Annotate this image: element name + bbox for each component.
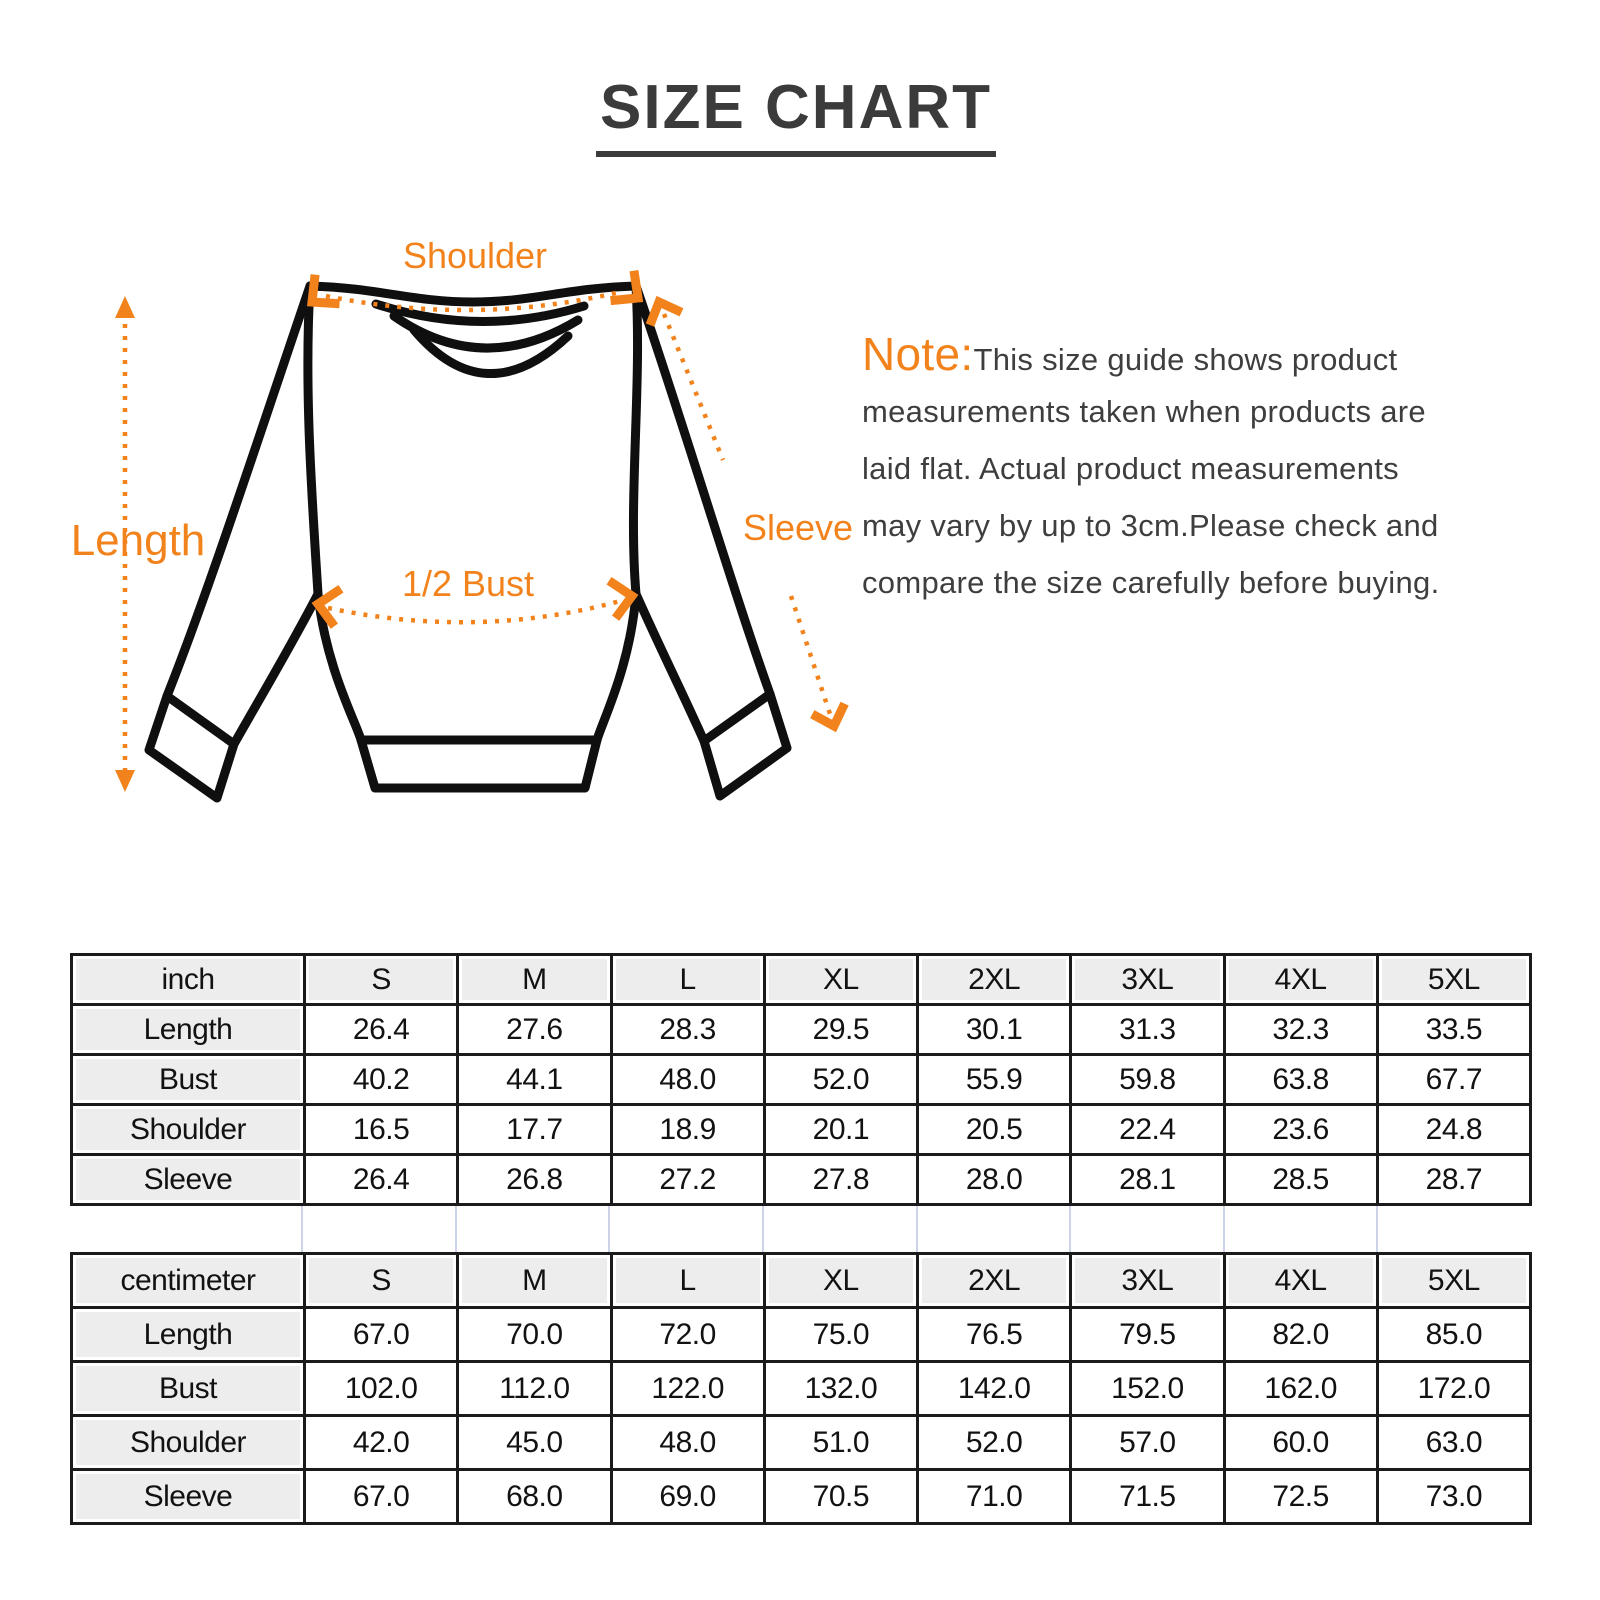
measurement-value-cell: 48.0 <box>611 1416 764 1470</box>
measurement-value-cell: 20.1 <box>764 1105 917 1155</box>
measurement-value-cell: 172.0 <box>1377 1362 1530 1416</box>
measurement-value-cell: 29.5 <box>764 1005 917 1055</box>
shoulder-label: Shoulder <box>402 235 548 276</box>
measurement-value-cell: 71.0 <box>918 1470 1071 1524</box>
measurement-value-cell: 132.0 <box>764 1362 917 1416</box>
measurement-label-cell: Bust <box>72 1362 305 1416</box>
measurement-label-cell: Length <box>72 1308 305 1362</box>
size-table-inch <box>70 953 1532 1206</box>
note-prefix: Note: <box>862 328 974 380</box>
measurement-value-cell: 85.0 <box>1377 1308 1530 1362</box>
measurement-value-cell: 76.5 <box>918 1308 1071 1362</box>
note-text: This size guide shows product <box>973 342 1398 377</box>
body-right-edge <box>597 286 638 740</box>
measurement-value-cell: 24.8 <box>1377 1105 1530 1155</box>
measurement-value-cell: 18.9 <box>611 1105 764 1155</box>
measurement-value-cell: 102.0 <box>305 1362 458 1416</box>
measurement-value-cell: 26.4 <box>305 1005 458 1055</box>
measurement-value-cell: 26.8 <box>458 1155 611 1205</box>
measurement-value-cell: 162.0 <box>1224 1362 1377 1416</box>
collar-rib-arc-1 <box>376 304 584 322</box>
table-row <box>72 1362 1531 1416</box>
measurement-value-cell: 67.0 <box>305 1470 458 1524</box>
measurement-value-cell: 33.5 <box>1377 1005 1530 1055</box>
note-block <box>862 326 1522 611</box>
size-column-header: 4XL <box>1224 955 1377 1005</box>
measurement-label-cell: Shoulder <box>72 1416 305 1470</box>
table-row <box>72 1470 1531 1524</box>
size-column-header: 3XL <box>1071 955 1224 1005</box>
measurement-value-cell: 27.6 <box>458 1005 611 1055</box>
measurement-value-cell: 27.2 <box>611 1155 764 1205</box>
table-header-row <box>72 955 1531 1005</box>
size-column-header: L <box>611 1254 764 1308</box>
measurement-value-cell: 28.5 <box>1224 1155 1377 1205</box>
body-left-edge <box>308 286 361 740</box>
measurement-value-cell: 44.1 <box>458 1055 611 1105</box>
measurement-value-cell: 31.3 <box>1071 1005 1224 1055</box>
note-line: measurements taken when products are <box>862 394 1426 429</box>
hem-band <box>361 740 597 788</box>
sweatshirt-outline <box>149 286 787 798</box>
measurement-value-cell: 70.0 <box>458 1308 611 1362</box>
size-column-header: 2XL <box>918 1254 1071 1308</box>
size-column-header: L <box>611 955 764 1005</box>
note-line: laid flat. Actual product measurements <box>862 451 1399 486</box>
sleeve-arrow-bottom <box>812 704 850 732</box>
table-row <box>72 1005 1531 1055</box>
measurement-value-cell: 63.0 <box>1377 1416 1530 1470</box>
table-row <box>72 1416 1531 1470</box>
measurement-value-cell: 72.0 <box>611 1308 764 1362</box>
table-row <box>72 1105 1531 1155</box>
length-label: Length <box>70 516 206 565</box>
measurement-value-cell: 52.0 <box>918 1416 1071 1470</box>
measurement-value-cell: 26.4 <box>305 1155 458 1205</box>
measurement-value-cell: 16.5 <box>305 1105 458 1155</box>
size-column-header: S <box>305 955 458 1005</box>
measurement-value-cell: 17.7 <box>458 1105 611 1155</box>
measurement-label-cell: Sleeve <box>72 1155 305 1205</box>
measurement-value-cell: 52.0 <box>764 1055 917 1105</box>
measurement-value-cell: 57.0 <box>1071 1416 1224 1470</box>
collar-top-line <box>310 286 636 302</box>
measurement-label-cell: Sleeve <box>72 1470 305 1524</box>
measurement-value-cell: 122.0 <box>611 1362 764 1416</box>
length-arrow-bottom <box>115 770 135 792</box>
sleeve-label: Sleeve <box>742 507 854 548</box>
measurement-value-cell: 48.0 <box>611 1055 764 1105</box>
size-column-header: 4XL <box>1224 1254 1377 1308</box>
table-gap-gridlines <box>70 1206 1532 1252</box>
size-column-header: M <box>458 1254 611 1308</box>
measurement-value-cell: 40.2 <box>305 1055 458 1105</box>
size-column-header: XL <box>764 955 917 1005</box>
note-line: compare the size carefully before buying. <box>862 565 1440 600</box>
unit-header-cell: inch <box>72 955 305 1005</box>
measurement-value-cell: 28.7 <box>1377 1155 1530 1205</box>
measurement-value-cell: 45.0 <box>458 1416 611 1470</box>
measurement-value-cell: 27.8 <box>764 1155 917 1205</box>
table-row <box>72 1155 1531 1205</box>
measurement-value-cell: 51.0 <box>764 1416 917 1470</box>
measurement-value-cell: 70.5 <box>764 1470 917 1524</box>
page-title: SIZE CHART <box>596 72 996 157</box>
table-row <box>72 1055 1531 1105</box>
size-column-header: S <box>305 1254 458 1308</box>
measurement-value-cell: 72.5 <box>1224 1470 1377 1524</box>
measurement-value-cell: 28.0 <box>918 1155 1071 1205</box>
size-table-centimeter <box>70 1252 1532 1525</box>
half-bust-label: 1/2 Bust <box>401 563 535 604</box>
measurement-value-cell: 22.4 <box>1071 1105 1224 1155</box>
left-sleeve <box>167 286 318 744</box>
sweatshirt-measurement-diagram <box>60 228 860 820</box>
size-tables <box>70 953 1532 1525</box>
table-row <box>72 1308 1531 1362</box>
measurement-value-cell: 63.8 <box>1224 1055 1377 1105</box>
measurement-label-cell: Shoulder <box>72 1105 305 1155</box>
length-arrow-top <box>115 296 135 318</box>
measurement-value-cell: 28.1 <box>1071 1155 1224 1205</box>
size-column-header: XL <box>764 1254 917 1308</box>
size-column-header: 3XL <box>1071 1254 1224 1308</box>
measurement-label-cell: Bust <box>72 1055 305 1105</box>
measurement-value-cell: 75.0 <box>764 1308 917 1362</box>
measurement-value-cell: 30.1 <box>918 1005 1071 1055</box>
note-line: may vary by up to 3cm.Please check and <box>862 508 1439 543</box>
size-column-header: 5XL <box>1377 1254 1530 1308</box>
measurement-label-cell: Length <box>72 1005 305 1055</box>
measurement-value-cell: 142.0 <box>918 1362 1071 1416</box>
size-column-header: M <box>458 955 611 1005</box>
measurement-value-cell: 152.0 <box>1071 1362 1224 1416</box>
unit-header-cell: centimeter <box>72 1254 305 1308</box>
measurement-value-cell: 59.8 <box>1071 1055 1224 1105</box>
measurement-value-cell: 42.0 <box>305 1416 458 1470</box>
measurement-value-cell: 55.9 <box>918 1055 1071 1105</box>
measurement-value-cell: 32.3 <box>1224 1005 1377 1055</box>
measurement-value-cell: 28.3 <box>611 1005 764 1055</box>
note-line <box>862 326 1522 383</box>
sleeve-measure-line-lower <box>791 596 830 714</box>
measurement-value-cell: 67.0 <box>305 1308 458 1362</box>
size-column-header: 2XL <box>918 955 1071 1005</box>
size-column-header: 5XL <box>1377 955 1530 1005</box>
measurement-value-cell: 20.5 <box>918 1105 1071 1155</box>
measurement-value-cell: 79.5 <box>1071 1308 1224 1362</box>
measurement-value-cell: 73.0 <box>1377 1470 1530 1524</box>
measurement-value-cell: 60.0 <box>1224 1416 1377 1470</box>
measurement-value-cell: 82.0 <box>1224 1308 1377 1362</box>
measurement-value-cell: 112.0 <box>458 1362 611 1416</box>
measurement-value-cell: 23.6 <box>1224 1105 1377 1155</box>
table-header-row <box>72 1254 1531 1308</box>
measurement-value-cell: 69.0 <box>611 1470 764 1524</box>
measurement-value-cell: 67.7 <box>1377 1055 1530 1105</box>
measurement-value-cell: 71.5 <box>1071 1470 1224 1524</box>
measurement-value-cell: 68.0 <box>458 1470 611 1524</box>
